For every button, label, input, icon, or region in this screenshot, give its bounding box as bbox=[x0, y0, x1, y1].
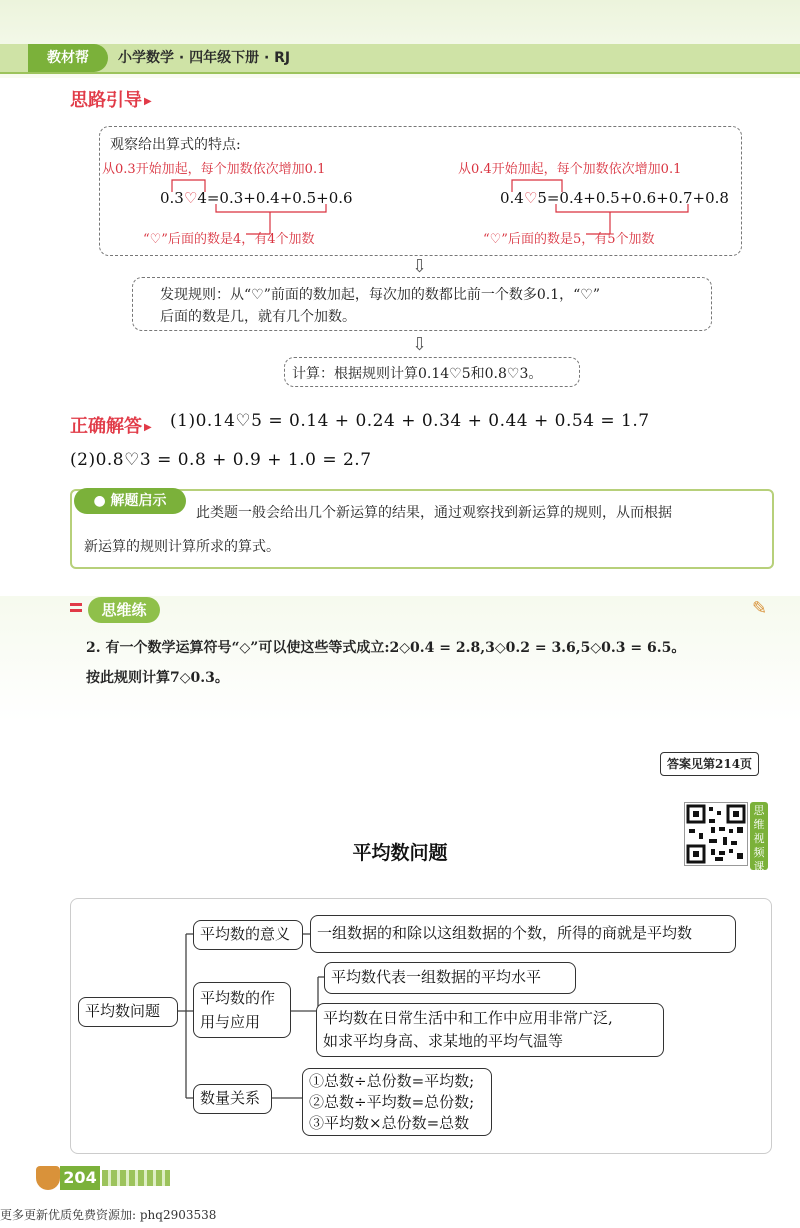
triangle-arrow-icon: ▶ bbox=[144, 95, 152, 107]
relation-1: ①总数÷总份数=平均数; bbox=[309, 1072, 475, 1090]
topic-title: 平均数问题 bbox=[352, 842, 448, 864]
video-course-label: 思维视频课 bbox=[750, 802, 768, 870]
mindmap-leaf-level: 平均数代表一组数据的平均水平 bbox=[324, 962, 576, 994]
mascot-icon bbox=[36, 1166, 60, 1190]
right-note: 从0.4开始加起，每个加数依次增加0.1 bbox=[458, 162, 682, 177]
bulb-icon: ● bbox=[93, 493, 106, 509]
answer-reference: 答案见第214页 bbox=[660, 752, 759, 776]
heart-icon: ♡ bbox=[183, 189, 198, 207]
mindmap-branch-relations: 数量关系 bbox=[193, 1084, 272, 1114]
answer-line-1: (1)0.14♡5 = 0.14 + 0.24 + 0.34 + 0.44 + 0.54 = 1.7 bbox=[170, 411, 650, 431]
left-note: 从0.3开始加起，每个加数依次增加0.1 bbox=[102, 162, 326, 177]
left-expr-b: 4=0.3+0.4+0.5+0.6 bbox=[197, 189, 353, 207]
tip-line-2: 新运算的规则计算所求的算式。 bbox=[84, 539, 280, 555]
footer-text: 更多更新优质免费资源加: phq2903538 bbox=[0, 1208, 217, 1222]
calc-text: 计算：根据规则计算0.14♡5和0.8♡3。 bbox=[292, 366, 543, 382]
mindmap-leaf-relations bbox=[302, 1068, 492, 1136]
pencil-icon: ✎ bbox=[752, 598, 768, 619]
down-arrow-icon: ⇩ bbox=[412, 256, 428, 277]
header-book-title: 小学数学 · 四年级下册 · RJ bbox=[118, 50, 291, 66]
mindmap-leaf-usage bbox=[316, 1003, 664, 1057]
leaf-usage-line-2: 如求平均身高、求某地的平均气温等 bbox=[323, 1032, 564, 1050]
mindmap-leaf-meaning: 一组数据的和除以这组数据的个数，所得的商就是平均数 bbox=[310, 915, 736, 953]
branch-application-line-2: 用与应用 bbox=[200, 1013, 261, 1031]
practice-tag: 思维练 bbox=[88, 597, 160, 623]
leaf-usage-line-1: 平均数在日常生活中和工作中应用非常广泛, bbox=[323, 1009, 613, 1027]
left-bottom-note: “♡”后面的数是4，有4个加数 bbox=[143, 232, 315, 247]
tip-line-1: 此类题一般会给出几个新运算的结果，通过观察找到新运算的规则，从而根据 bbox=[196, 505, 672, 521]
relation-2: ②总数÷平均数=总份数; bbox=[309, 1093, 475, 1111]
branch-application-line-1: 平均数的作 bbox=[200, 989, 276, 1007]
mindmap-branch-meaning: 平均数的意义 bbox=[193, 920, 303, 950]
heart-icon: ♡ bbox=[523, 189, 538, 207]
header-tab: 教材帮 bbox=[28, 44, 108, 72]
practice-line-2: 按此规则计算7◇0.3。 bbox=[86, 670, 229, 686]
mindmap-branch-application bbox=[193, 982, 291, 1038]
footer-decoration bbox=[102, 1170, 170, 1186]
rule-line-1: 发现规则：从“♡”前面的数加起，每次加的数都比前一个数多0.1，“♡” bbox=[160, 287, 600, 303]
observe-label: 观察给出算式的特点: bbox=[110, 137, 241, 153]
page-badge bbox=[36, 1166, 172, 1190]
guide-title-text: 思路引导 bbox=[70, 90, 142, 111]
right-expr-a: 0.4 bbox=[500, 189, 524, 207]
triangle-arrow-icon: ▶ bbox=[144, 421, 152, 433]
tip-tag-text: 解题启示 bbox=[110, 493, 167, 509]
rule-line-2: 后面的数是几，就有几个加数。 bbox=[160, 309, 356, 325]
page-number: 204 bbox=[60, 1166, 100, 1190]
right-bottom-note: “♡”后面的数是5，有5个加数 bbox=[483, 232, 655, 247]
mindmap-root: 平均数问题 bbox=[78, 997, 178, 1027]
down-arrow-icon: ⇩ bbox=[412, 334, 428, 355]
practice-line-1: 2. 有一个数学运算符号“◇”可以使这些等式成立:2◇0.4 = 2.8,3◇0.2 = 3.6,5◇0.3 = 6.5。 bbox=[86, 640, 686, 656]
relation-3: ③平均数×总份数=总数 bbox=[309, 1114, 470, 1132]
answer-line-2: (2)0.8♡3 = 0.8 + 0.9 + 1.0 = 2.7 bbox=[70, 450, 372, 470]
left-expr-a: 0.3 bbox=[160, 189, 184, 207]
answer-title-text: 正确解答 bbox=[70, 416, 142, 437]
right-expr-b: 5=0.4+0.5+0.6+0.7+0.8 bbox=[537, 189, 729, 207]
